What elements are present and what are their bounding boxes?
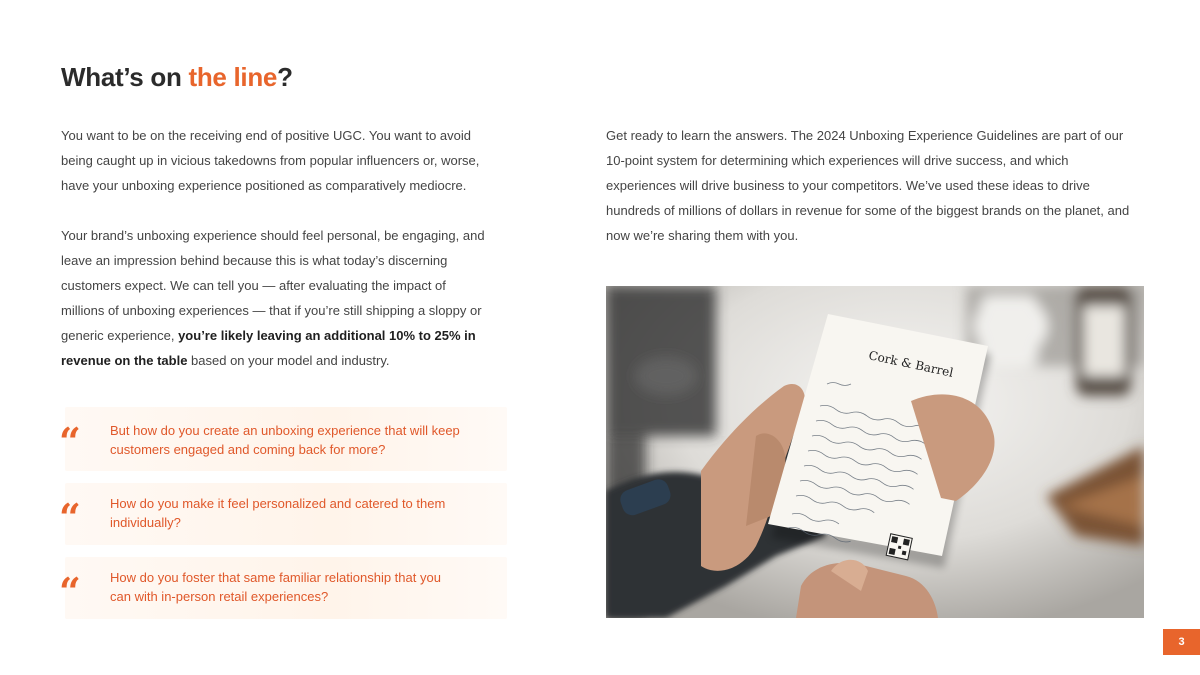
card-brand: Cork & Barrel — [867, 348, 955, 380]
body-paragraph-highlight: you’re likely leaving an additional 10% to 25% in revenue on the table — [61, 328, 476, 368]
page-number-badge: 3 — [1163, 629, 1200, 655]
qr-code-icon — [886, 534, 912, 560]
title-accent: the line — [188, 62, 278, 92]
body-paragraph — [61, 223, 491, 373]
body-paragraph-lead: Your brand’s unboxing experience should feel personal, be engaging, and leave an impression behind because this is what today’s discerning customers expect. We can tell you — after evaluating the impact of millions of unboxing experiences — that if you’re still shipping a sloppy or generic experience, — [61, 228, 485, 343]
quote-callout — [59, 483, 507, 545]
quote-callout — [59, 557, 507, 619]
quote-text: How do you make it feel personalized and catered to them individually? — [110, 496, 446, 530]
intro-paragraph: You want to be on the receiving end of positive UGC. You want to avoid being caught up in vicious takedowns from popular influencers or, worse, have your unboxing experience positioned as comparatively mediocre. — [61, 128, 480, 193]
photo-hands-holding-card — [606, 286, 1144, 618]
title-prefix: What’s on — [61, 62, 189, 92]
title-suffix: ? — [277, 62, 293, 92]
quote-callout — [59, 407, 507, 471]
answers-paragraph: Get ready to learn the answers. The 2024 Unboxing Experience Guidelines are part of our 10-point system for determining which experiences will drive success, and which experiences will drive business to your competitors. We’ve used these ideas to drive hundreds of millions of dollars in revenue for some of the biggest brands on the planet, and now we’re sharing them with you. — [606, 128, 1130, 243]
quote-mark-icon: “ — [59, 495, 81, 540]
quote-mark-icon: “ — [59, 419, 81, 464]
quote-text: How do you foster that same familiar relationship that you can with in-person retail experiences? — [110, 570, 441, 604]
body-paragraph-tail: based on your model and industry. — [187, 353, 390, 368]
page-title — [61, 62, 293, 93]
quote-mark-icon: “ — [59, 569, 81, 614]
quote-text: But how do you create an unboxing experience that will keep customers engaged and coming back for more? — [110, 423, 460, 457]
